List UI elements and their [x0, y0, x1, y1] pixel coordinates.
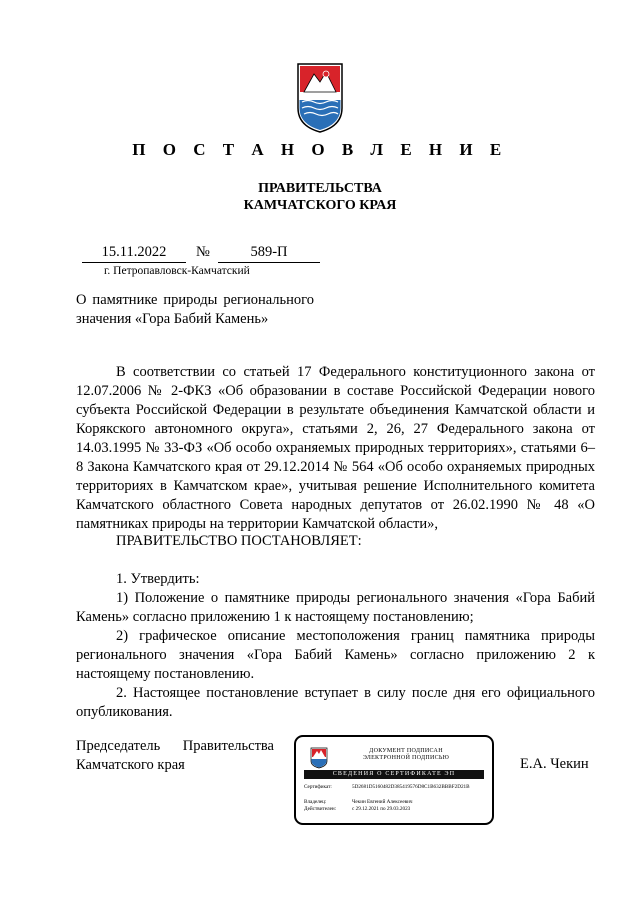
- stamp-crest-icon: [310, 747, 328, 769]
- issuer-name: [0, 180, 640, 214]
- signatory-name: Е.А. Чекин: [520, 756, 589, 772]
- signatory-position-line-2: Камчатского края: [76, 757, 185, 773]
- stamp-title: [336, 748, 476, 762]
- item-1: 1. Утвердить:: [116, 571, 200, 587]
- issuer-line-2: КАМЧАТСКОГО КРАЯ: [243, 198, 397, 213]
- number-underline: [218, 262, 320, 263]
- issuer-line-1: ПРАВИТЕЛЬСТВА: [258, 181, 382, 196]
- stamp-valid-value: с 29.12.2021 по 29.03.2023: [352, 806, 411, 812]
- document-number: 589-П: [250, 244, 288, 260]
- document-date: 15.11.2022: [101, 244, 167, 260]
- item-1-2: 2) графическое описание местоположения границ памятника природы регионального значения «Гора Бабий Камень» согласно приложению 2 к настоящему постановлению.: [76, 628, 595, 682]
- item-2: 2. Настоящее постановление вступает в силу после дня его официального опубликования.: [76, 685, 595, 720]
- preamble-block: [76, 363, 595, 534]
- signatory-position: [76, 737, 274, 775]
- stamp-certificate-row: [304, 784, 484, 791]
- electronic-signature-stamp: [294, 735, 494, 825]
- preamble-paragraph: В соответствии со статьей 17 Федерального конституционного закона от 12.07.2006 № 2-ФКЗ «Об образовании в составе Российской Федерации нового субъекта Российской Федерации в результате объединения Камчатской области и Корякского автономного округа», статьями 2, 26, 27 Федерального закона от 14.03.1995 № 33-ФЗ «Об особо охраняемых природных территориях», статьями 6–8 Закона Камчатского края от 29.12.2014 № 564 «Об особо охраняемых природных территориях в Камчатском крае», учитывая решение Исполнительного комитета Камчатского областного Совета народных депутатов от 26.02.1990 № 48 «О памятниках природы на территории Камчатской области»,: [76, 364, 595, 532]
- stamp-certificate-value: 5D2681D5160482D385419576D8C1B632BBBF2D21B: [352, 784, 470, 790]
- stamp-title-line-1: ДОКУМЕНТ ПОДПИСАН: [369, 748, 443, 754]
- coat-of-arms-icon: [296, 62, 344, 134]
- document-subject: О памятнике природы регионального значения «Гора Бабий Камень»: [76, 292, 314, 327]
- decree-heading: ПРАВИТЕЛЬСТВО ПОСТАНОВЛЯЕТ:: [116, 533, 362, 549]
- stamp-valid-row: [304, 806, 484, 813]
- stamp-title-line-2: ЭЛЕКТРОННОЙ ПОДПИСЬЮ: [362, 755, 450, 761]
- number-sign: №: [196, 244, 210, 260]
- stamp-valid-label: Действителен:: [304, 806, 337, 812]
- document-type-title: П О С Т А Н О В Л Е Н И Е: [132, 140, 508, 159]
- stamp-owner-row: [304, 799, 484, 806]
- signatory-position-line-1: Председатель Правительства: [76, 738, 274, 754]
- stamp-certificate-label: Сертификат:: [304, 784, 332, 790]
- stamp-certificate-bar: СВЕДЕНИЯ О СЕРТИФИКАТЕ ЭП: [304, 770, 484, 779]
- decree-block: [76, 532, 595, 551]
- stamp-owner-label: Владелец:: [304, 799, 327, 805]
- item-1-1: 1) Положение о памятнике природы регионального значения «Гора Бабий Камень» согласно приложению 1 к настоящему постановлению;: [76, 590, 595, 625]
- stamp-owner-value: Чекин Евгений Алексеевич: [352, 799, 413, 805]
- date-underline: [82, 262, 186, 263]
- decree-items: [76, 570, 595, 722]
- document-city: г. Петропавловск-Камчатский: [104, 265, 250, 277]
